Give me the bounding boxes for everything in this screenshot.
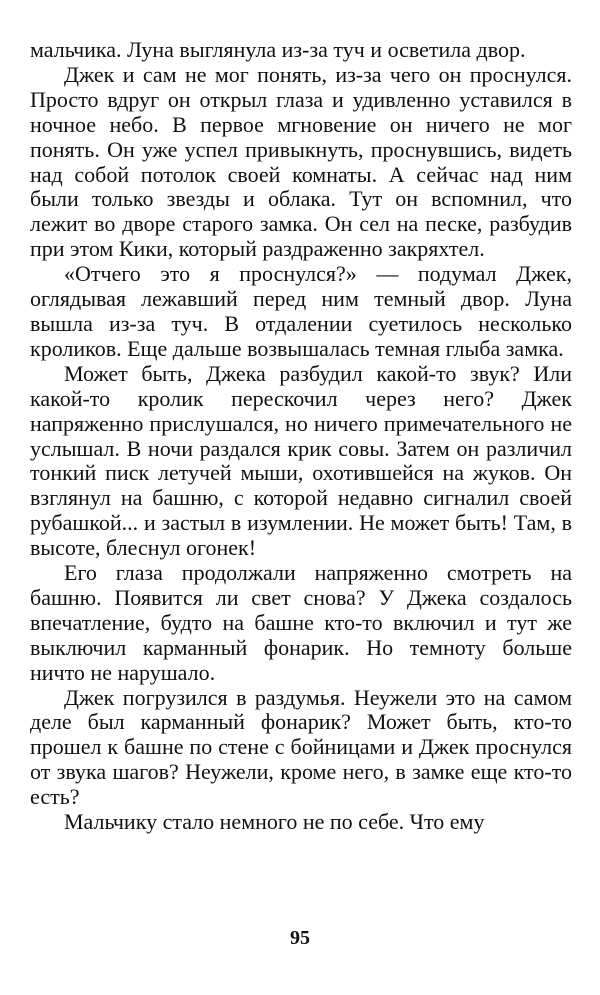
paragraph-5: Его глаза продолжали напряженно смотреть на башню. Появится ли свет снова? У Джека создалось впечатление, будто на башне кто-то включил и тут же выключил карманный фонарик. Но темноту больше ничто не нарушало.	[30, 560, 572, 685]
page-number: 95	[290, 927, 310, 949]
page-text	[30, 38, 572, 835]
paragraph-6: Джек погрузился в раздумья. Неужели это на самом деле был карманный фонарик? Может быть, кто-то прошел к башне по стене с бойницами и Джек проснулся от звука шагов? Неужели, кроме него, в замке еще кто-то есть?	[30, 684, 572, 810]
paragraph-1: мальчика. Луна выглянула из-за туч и осветила двор.	[30, 37, 526, 62]
paragraph-4: Может быть, Джека разбудил какой-то звук? Или какой-то кролик перескочил через него? Джек напряженно прислушался, но ничего примечательного не услышал. В ночи раздался крик совы. Затем он различил тонкий писк летучей мыши, охотившейся на жуков. Он взглянул на башню, с которой недавно сигналил своей рубашкой... и застыл в изумлении. Не может быть! Там, в высоте, блеснул огонек!	[30, 360, 572, 561]
paragraph-3: «Отчего это я проснулся?» — подумал Джек, оглядывая лежавший перед ним темный двор. Луна вышла из-за туч. В отдалении суетилось несколько кроликов. Еще дальше возвышалась темная глыба замка.	[30, 261, 572, 361]
paragraph-2: Джек и сам не мог понять, из-за чего он проснулся. Просто вдруг он открыл глаза и удивленно уставился в ночное небо. В первое мгновение он ничего не мог понять. Он уже успел привыкнуть, проснувшись, видеть над собой потолок своей комнаты. А сейчас над ним были только звезды и облака. Тут он вспомнил, что лежит во дворе старого замка. Он сел на песке, разбудив при этом Кики, который раздраженно закряхтел.	[30, 61, 572, 262]
paragraph-7: Мальчику стало немного не по себе. Что ему	[64, 809, 485, 835]
